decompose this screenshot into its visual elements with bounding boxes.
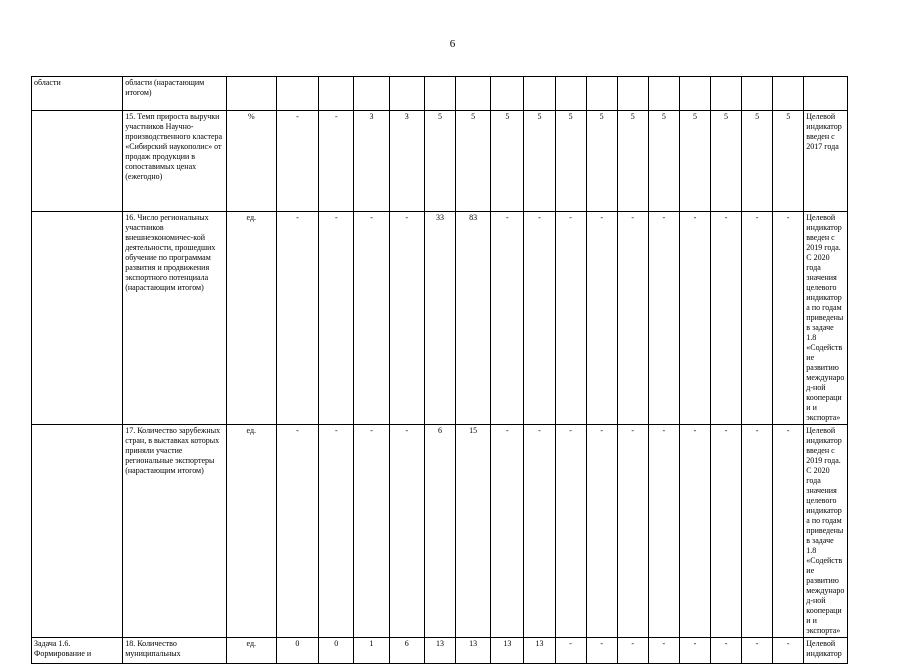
value-cell: - [276, 111, 319, 212]
indicator-cell: области (нарастающим итогом) [123, 77, 227, 111]
value-cell: - [679, 638, 710, 664]
value-cell [456, 77, 491, 111]
unit-cell: ед. [226, 425, 276, 638]
value-cell: - [555, 638, 586, 664]
value-cell: - [491, 425, 524, 638]
value-cell: 3 [389, 111, 424, 212]
value-cell: - [319, 111, 354, 212]
value-cell: - [711, 212, 742, 425]
value-cell [276, 77, 319, 111]
value-cell [711, 77, 742, 111]
value-cell [773, 77, 804, 111]
value-cell [354, 77, 389, 111]
task-cell [32, 111, 123, 212]
value-cell: 3 [354, 111, 389, 212]
value-cell: - [617, 638, 648, 664]
table-row [32, 77, 848, 111]
value-cell: - [389, 425, 424, 638]
value-cell: - [555, 212, 586, 425]
value-cell: - [742, 425, 773, 638]
unit-cell: % [226, 111, 276, 212]
value-cell: - [319, 212, 354, 425]
value-cell: 13 [424, 638, 455, 664]
value-cell: 5 [679, 111, 710, 212]
value-cell [648, 77, 679, 111]
value-cell: 5 [524, 111, 555, 212]
value-cell: 6 [389, 638, 424, 664]
value-cell [586, 77, 617, 111]
value-cell [491, 77, 524, 111]
value-cell: 0 [276, 638, 319, 664]
value-cell: 5 [555, 111, 586, 212]
value-cell: - [524, 425, 555, 638]
value-cell: 5 [742, 111, 773, 212]
note-cell: Целевой индикатор введен с 2019 года. С 2020 года значения целевого индикатора по годам приведены в задаче 1.8 «Содействие развитию международ-ной кооперации и экспорта» [804, 425, 848, 638]
table-row [32, 111, 848, 212]
indicators-table [31, 76, 848, 664]
value-cell: - [773, 425, 804, 638]
value-cell: - [679, 212, 710, 425]
value-cell: 5 [648, 111, 679, 212]
page-number: 6 [449, 38, 456, 50]
value-cell: - [276, 425, 319, 638]
value-cell: - [555, 425, 586, 638]
value-cell [424, 77, 455, 111]
value-cell: - [389, 212, 424, 425]
value-cell: 13 [524, 638, 555, 664]
value-cell: - [711, 425, 742, 638]
value-cell: 15 [456, 425, 491, 638]
value-cell: - [319, 425, 354, 638]
value-cell: 5 [424, 111, 455, 212]
value-cell: - [354, 425, 389, 638]
value-cell [389, 77, 424, 111]
value-cell: 5 [773, 111, 804, 212]
task-cell [32, 425, 123, 638]
value-cell: - [586, 425, 617, 638]
value-cell: - [648, 638, 679, 664]
task-cell: Задача 1.6. Формирование и [32, 638, 123, 664]
value-cell: - [617, 212, 648, 425]
value-cell [617, 77, 648, 111]
value-cell: - [711, 638, 742, 664]
unit-cell: ед. [226, 212, 276, 425]
task-cell [32, 212, 123, 425]
value-cell: 5 [456, 111, 491, 212]
value-cell: - [773, 212, 804, 425]
value-cell: 5 [617, 111, 648, 212]
indicator-cell: 15. Темп прироста выручки участников Научно-производственного кластера «Сибирский наукополис» от продаж продукции в сопоставимых ценах (ежегодно) [123, 111, 227, 212]
value-cell: - [648, 212, 679, 425]
note-cell: Целевой индикатор [804, 638, 848, 664]
value-cell: 13 [456, 638, 491, 664]
note-cell [804, 77, 848, 111]
value-cell: 5 [586, 111, 617, 212]
note-cell: Целевой индикатор введен с 2019 года. С 2020 года значения целевого индикатора по годам приведены в задаче 1.8 «Содействие развитию международ-ной кооперации и экспорта» [804, 212, 848, 425]
value-cell: - [276, 212, 319, 425]
value-cell: - [773, 638, 804, 664]
note-cell: Целевой индикатор введен с 2017 года [804, 111, 848, 212]
table-row [32, 638, 848, 664]
value-cell [679, 77, 710, 111]
value-cell: - [742, 212, 773, 425]
table-row [32, 425, 848, 638]
value-cell [319, 77, 354, 111]
unit-cell: ед. [226, 638, 276, 664]
value-cell: - [679, 425, 710, 638]
value-cell: - [617, 425, 648, 638]
value-cell: - [586, 212, 617, 425]
value-cell: 83 [456, 212, 491, 425]
value-cell: - [742, 638, 773, 664]
value-cell: - [491, 212, 524, 425]
value-cell: 0 [319, 638, 354, 664]
value-cell [555, 77, 586, 111]
indicator-cell: 17. Количество зарубежных стран, в выставках которых приняли участие региональные экспортеры (нарастающим итогом) [123, 425, 227, 638]
value-cell: - [354, 212, 389, 425]
indicator-cell: 16. Число региональных участников внешнеэкономичес-кой деятельности, прошедших обучение по программам развития и продвижения экспортного потенциала (нарастающим итогом) [123, 212, 227, 425]
value-cell: 6 [424, 425, 455, 638]
value-cell: 1 [354, 638, 389, 664]
value-cell: - [586, 638, 617, 664]
table-row [32, 212, 848, 425]
value-cell [742, 77, 773, 111]
value-cell: 5 [711, 111, 742, 212]
indicator-cell: 18. Количество муниципальных [123, 638, 227, 664]
value-cell: 13 [491, 638, 524, 664]
value-cell: 33 [424, 212, 455, 425]
value-cell: - [648, 425, 679, 638]
task-cell: области [32, 77, 123, 111]
unit-cell [226, 77, 276, 111]
value-cell [524, 77, 555, 111]
value-cell: - [524, 212, 555, 425]
value-cell: 5 [491, 111, 524, 212]
